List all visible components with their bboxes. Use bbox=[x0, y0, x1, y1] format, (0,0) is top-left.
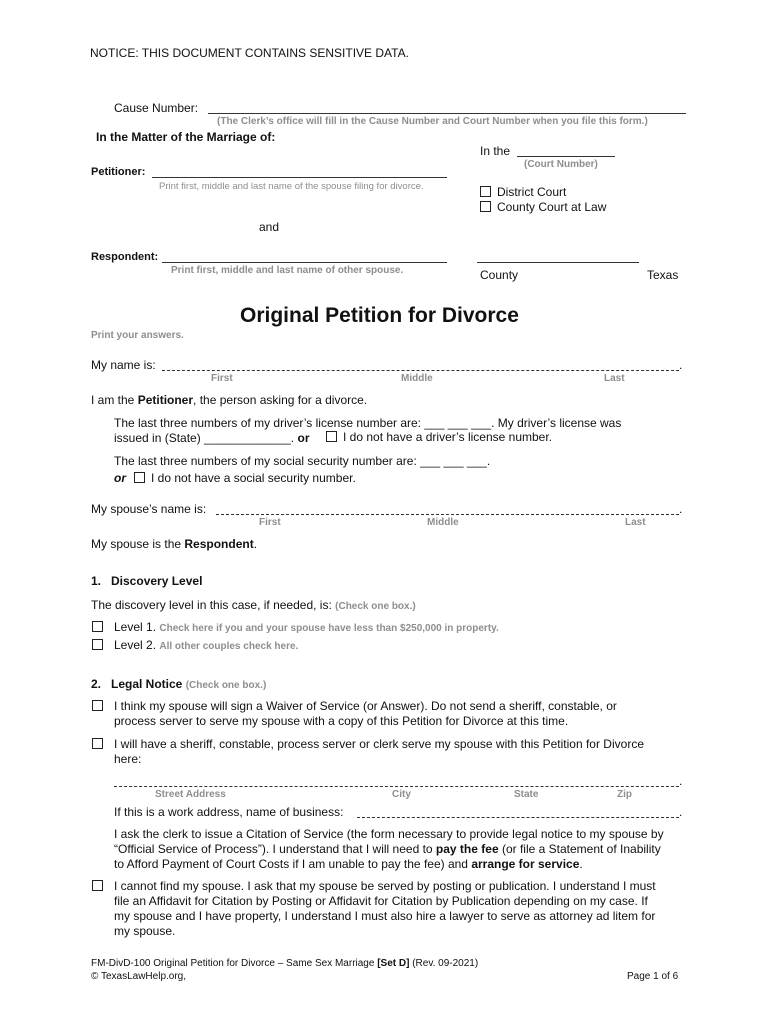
drivers-license-line1: The last three numbers of my driver’s license number are: ___ ___ ___. My driver’s license was bbox=[114, 416, 622, 430]
county-field[interactable] bbox=[477, 262, 639, 263]
level2-checkbox[interactable] bbox=[92, 639, 103, 650]
page-number: Page 1 of 6 bbox=[627, 971, 679, 982]
respondent-name-field[interactable] bbox=[162, 262, 447, 263]
cannot-find-line2: file an Affidavit for Citation by Posting or Affidavit for Citation by Publication depending on my case. If bbox=[114, 894, 648, 908]
court-number-hint: (Court Number) bbox=[524, 159, 598, 170]
form-id-footer: FM-DivD-100 Original Petition for Divorce – Same Sex Marriage [Set D] (Rev. 09-2021) bbox=[91, 958, 479, 969]
district-court-label: District Court bbox=[497, 185, 567, 199]
in-the-label: In the bbox=[480, 144, 511, 158]
matter-label: In the Matter of the Marriage of: bbox=[96, 130, 276, 144]
petitioner-hint: Print first, middle and last name of the spouse filing for divorce. bbox=[159, 181, 424, 192]
county-label: County bbox=[480, 268, 519, 282]
cannot-find-line3: my spouse and I have property, I understand I must also hire a lawyer to serve as attorney ad litem for bbox=[114, 909, 656, 923]
sensitive-notice: NOTICE: THIS DOCUMENT CONTAINS SENSITIVE DATA. bbox=[90, 46, 409, 60]
respondent-label: Respondent: bbox=[91, 251, 159, 263]
zip-hint: Zip bbox=[617, 789, 632, 800]
name-first-hint: First bbox=[211, 373, 233, 384]
petitioner-label: Petitioner: bbox=[91, 166, 146, 178]
serve-line2: here: bbox=[114, 752, 142, 766]
drivers-license-line2: issued in (State) _____________. or bbox=[114, 431, 310, 445]
level1-label: Level 1. Check here if you and your spouse have less than $250,000 in property. bbox=[114, 620, 499, 634]
waiver-checkbox[interactable] bbox=[92, 700, 103, 711]
no-ssn-checkbox[interactable] bbox=[134, 472, 145, 483]
street-hint: Street Address bbox=[155, 789, 226, 800]
legal-notice-heading: 2. Legal Notice (Check one box.) bbox=[91, 677, 267, 691]
no-drivers-license-label: I do not have a driver’s license number. bbox=[343, 430, 553, 444]
county-court-label: County Court at Law bbox=[497, 200, 607, 214]
copyright-footer: © TexasLawHelp.org, bbox=[91, 971, 187, 982]
discovery-intro: The discovery level in this case, if needed, is: (Check one box.) bbox=[91, 598, 416, 612]
clerk-line1: I ask the clerk to issue a Citation of Service (the form necessary to provide legal notice to my spouse by bbox=[114, 827, 664, 841]
cause-number-hint: (The Clerk’s office will fill in the Cause Number and Court Number when you file this form.) bbox=[217, 116, 648, 127]
respondent-hint: Print first, middle and last name of other spouse. bbox=[171, 265, 404, 276]
cause-number-label: Cause Number: bbox=[114, 101, 199, 115]
state-hint: State bbox=[514, 789, 539, 800]
my-name-label: My name is: bbox=[91, 358, 156, 372]
cannot-find-checkbox[interactable] bbox=[92, 880, 103, 891]
my-name-field[interactable] bbox=[162, 370, 679, 371]
no-drivers-license-checkbox[interactable] bbox=[326, 431, 337, 442]
serve-line1: I will have a sheriff, constable, process server or clerk serve my spouse with this Petition for Divorce bbox=[114, 737, 644, 751]
ssn-or-label: or bbox=[114, 471, 126, 485]
cannot-find-line1: I cannot find my spouse. I ask that my spouse be served by posting or publication. I understand I must bbox=[114, 879, 656, 893]
name-last-hint: Last bbox=[604, 373, 625, 384]
cause-number-field[interactable] bbox=[208, 113, 686, 114]
respondent-statement: My spouse is the Respondent. bbox=[91, 537, 258, 551]
spouse-middle-hint: Middle bbox=[427, 517, 459, 528]
clerk-line3: to Afford Payment of Court Costs if I am unable to pay the fee) and arrange for service. bbox=[114, 857, 583, 871]
district-court-checkbox[interactable] bbox=[480, 186, 491, 197]
petitioner-statement: I am the Petitioner, the person asking for a divorce. bbox=[91, 393, 368, 407]
clerk-line2: “Official Service of Process”). I understand that I will need to pay the fee (or file a Statement of Inability bbox=[114, 842, 661, 856]
court-number-field[interactable] bbox=[517, 156, 615, 157]
city-hint: City bbox=[392, 789, 411, 800]
print-answers-hint: Print your answers. bbox=[91, 330, 184, 341]
no-ssn-label: I do not have a social security number. bbox=[151, 471, 356, 485]
spouse-name-label: My spouse’s name is: bbox=[91, 502, 207, 516]
spouse-first-hint: First bbox=[259, 517, 281, 528]
discovery-heading: 1. Discovery Level bbox=[91, 574, 203, 588]
or-label: or bbox=[297, 431, 310, 445]
service-address-field[interactable] bbox=[114, 786, 679, 787]
cannot-find-line4: my spouse. bbox=[114, 924, 176, 938]
level1-checkbox[interactable] bbox=[92, 621, 103, 632]
ssn-line: The last three numbers of my social security number are: ___ ___ ___. bbox=[114, 454, 491, 468]
work-address-label: If this is a work address, name of business: bbox=[114, 805, 344, 819]
level2-label: Level 2. All other couples check here. bbox=[114, 638, 299, 652]
business-name-field[interactable] bbox=[357, 817, 679, 818]
waiver-line1: I think my spouse will sign a Waiver of Service (or Answer). Do not send a sheriff, constable, or bbox=[114, 699, 617, 713]
and-label: and bbox=[259, 220, 280, 234]
waiver-line2: process server to serve my spouse with a copy of this Petition for Divorce at this time. bbox=[114, 714, 569, 728]
petitioner-name-field[interactable] bbox=[152, 177, 447, 178]
spouse-last-hint: Last bbox=[625, 517, 646, 528]
spouse-name-field[interactable] bbox=[216, 514, 679, 515]
county-court-checkbox[interactable] bbox=[480, 201, 491, 212]
serve-checkbox[interactable] bbox=[92, 738, 103, 749]
page-title: Original Petition for Divorce bbox=[240, 304, 519, 327]
name-middle-hint: Middle bbox=[401, 373, 433, 384]
texas-label: Texas bbox=[647, 268, 679, 282]
